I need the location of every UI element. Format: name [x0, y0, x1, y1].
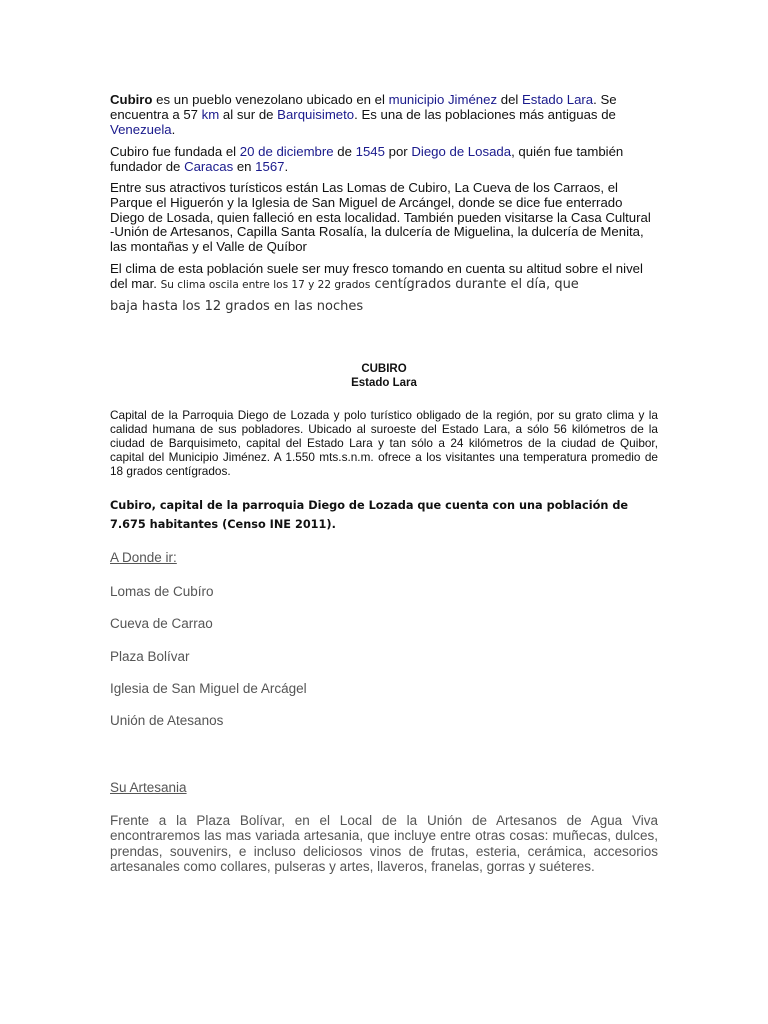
link-municipio-jimenez[interactable]: municipio Jiménez — [388, 92, 498, 107]
artesania-title: Su Artesania — [110, 780, 187, 795]
founded-text: en — [233, 159, 256, 174]
link-estado-lara[interactable]: Estado Lara — [522, 92, 594, 107]
intro-text: . Es una de las poblaciones más antiguas de — [354, 107, 616, 122]
founded-text: . — [284, 159, 289, 174]
link-diego-de-losada[interactable]: Diego de Losada — [411, 144, 512, 159]
where-item-cueva: Cueva de Carrao — [110, 616, 213, 631]
climate-paragraph — [110, 261, 658, 293]
climate-range-text: Su clima oscila entre los 17 y 22 grados — [160, 279, 371, 291]
intro-text: al sur de — [219, 107, 278, 122]
link-barquisimeto[interactable]: Barquisimeto — [277, 107, 355, 122]
intro-text: . — [171, 122, 176, 137]
founded-text: , quién fue también fundador de — [110, 144, 624, 174]
heading-title: CUBIRO — [361, 363, 407, 375]
link-1545[interactable]: 1545 — [355, 144, 385, 159]
link-1567[interactable]: 1567 — [255, 159, 285, 174]
artesania-paragraph: Frente a la Plaza Bolívar, en el Local de la Unión de Artesanos de Agua Viva encontraremos las mas variada artesania, que incluye entre otras cosas: muñecas, dulces, prendas, souvenirs, e incluso deliciosos vinos de frutas, esteria, cerámica, accesorios artesanales como collares, pulseras y artes, llaveros, franelas, gorras y suéteres. — [110, 813, 658, 875]
where-item-union: Unión de Atesanos — [110, 713, 224, 728]
climate-day-text: centígrados durante el día, que — [370, 277, 579, 292]
section-heading — [110, 362, 658, 390]
capital-paragraph: Capital de la Parroquia Diego de Lozada y polo turístico obligado de la región, por su grato clima y la calidad humana de sus pobladores. Ubicado al suroeste del Estado Lara, a sólo 56 kilómetros de la ciudad de Barquisimeto, capital del Estado Lara y tan sólo a 24 kilómetros de la ciudad de Quibor, capital del Municipio Jiménez. A 1.550 mts.s.n.m. ofrece a los visitantes una temperatura promedio de 18 grados centígrados. — [110, 408, 658, 478]
intro-text: del — [497, 92, 523, 107]
link-km[interactable]: km — [201, 107, 220, 122]
link-caracas[interactable]: Caracas — [184, 159, 234, 174]
founded-text: Cubiro fue fundada el — [110, 144, 240, 159]
attractions-paragraph: Entre sus atractivos turísticos están Las Lomas de Cubiro, La Cueva de los Carraos, el Parque el Higuerón y la Iglesia de San Miguel de Arcángel, donde se dice fue enterrado Diego de Losada, quien falleció en esta localidad. También pueden visitarse la Casa Cultural -Unión de Artesanos, Capilla Santa Rosalía, la dulcería de Miguelina, la dulcería de Menita, las montañas y el Valle de Quíbor — [110, 180, 651, 255]
heading-subtitle: Estado Lara — [351, 377, 417, 389]
founded-paragraph — [110, 144, 658, 174]
founded-text: de — [333, 144, 356, 159]
intro-text: . Se encuentra a 57 — [110, 92, 617, 122]
where-item-iglesia: Iglesia de San Miguel de Arcágel — [110, 681, 307, 696]
population-paragraph: Cubiro, capital de la parroquia Diego de Lozada que cuenta con una población de 7.675 habitantes (Censo INE 2011). — [110, 499, 629, 531]
town-name: Cubiro — [110, 92, 153, 107]
intro-text: es un pueblo venezolano ubicado en el — [152, 92, 389, 107]
where-item-plaza: Plaza Bolívar — [110, 649, 190, 664]
where-title: A Donde ir: — [110, 550, 177, 565]
link-venezuela[interactable]: Venezuela — [110, 122, 172, 137]
intro-paragraph — [110, 92, 658, 137]
climate-text: El clima de esta población suele ser muy fresco tomando en cuenta su altitud sobre el nivel del mar. — [110, 261, 643, 291]
link-20-de-diciembre[interactable]: 20 de diciembre — [239, 144, 334, 159]
founded-text: por — [384, 144, 412, 159]
climate-night-text: baja hasta los 12 grados en las noches — [110, 299, 364, 314]
where-item-lomas: Lomas de Cubíro — [110, 584, 214, 599]
